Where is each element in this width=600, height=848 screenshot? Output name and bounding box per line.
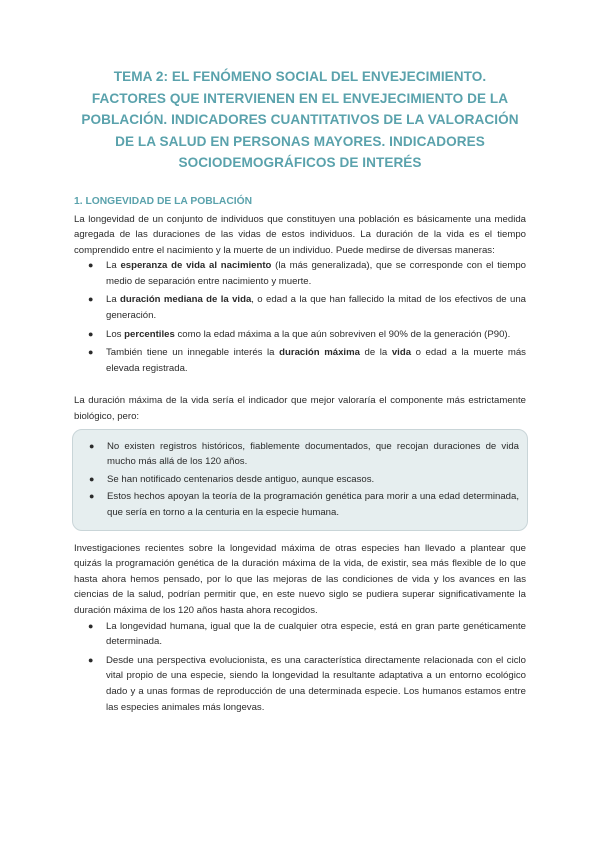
list-item: ● Se han notificado centenarios desde antiguo, aunque escasos. bbox=[85, 472, 519, 488]
bullet-icon: ● bbox=[88, 347, 94, 358]
bold-term: esperanza de vida al nacimiento bbox=[120, 260, 272, 272]
callout-list bbox=[75, 439, 519, 521]
list-item: ● Desde una perspectiva evolucionista, es una característica directamente relacionada con el ciclo vital propio de una especie, siendo la longevidad la resultante adaptativa a un entorno ecológico dado y a unas formas de reproducción de una determinada especie. Los humanos estamos entre las especies animales más longevas. bbox=[88, 654, 526, 713]
bullet-icon: ● bbox=[88, 328, 94, 339]
list-item: ● La esperanza de vida al nacimiento (la más generalizada), que se corresponde con el tiempo medio de separación entre nacimiento y muerte. bbox=[88, 260, 526, 287]
measures-list bbox=[74, 258, 526, 376]
bullet-icon: ● bbox=[89, 440, 95, 451]
bullet-icon: ● bbox=[88, 620, 94, 631]
bullet-icon: ● bbox=[89, 473, 95, 484]
bold-term: percentiles bbox=[124, 328, 175, 340]
intro-paragraph: La longevidad de un conjunto de individuos que constituyen una población es básicamente una medida agregada de las duraciones de las vidas de estos individuos. La duración de la vida es el tiempo comprendido entre el nacimiento y la muerte de un individuo. Puede medirse de diversas maneras: bbox=[74, 213, 526, 256]
list-item: ● La longevidad humana, igual que la de cualquier otra especie, está en gran parte genéticamente determinada. bbox=[88, 620, 526, 648]
list-item: ● Estos hechos apoyan la teoría de la programación genética para morir a una edad determinada, que sería en torno a la centuria en la especie humana. bbox=[89, 491, 519, 518]
list-item: ● También tiene un innegable interés la duración máxima de la vida o edad a la muerte más elevada registrada. bbox=[88, 347, 526, 374]
bullet-icon: ● bbox=[88, 260, 94, 271]
conclusions-list bbox=[74, 619, 526, 716]
callout-box bbox=[72, 429, 528, 531]
max-duration-paragraph: La duración máxima de la vida sería el indicador que mejor valoraría el componente más estrictamente biológico, pero: bbox=[74, 395, 526, 423]
bold-term: duración máxima bbox=[279, 347, 360, 359]
research-paragraph: Investigaciones recientes sobre la longevidad máxima de otras especies han llevado a plantear que quizás la programación genética de la duración máxima de la vida, de existir, sea más flexible de lo que hasta ahora hemos pensado, por lo que las mejoras de las condiciones de vida y los avances en las ciencias de la salud, podrían permitir que, en este nuevo siglo se pudiera superar significativamente la duración máxima de los 120 años hasta ahora recogidos. bbox=[74, 542, 526, 616]
list-item: ● Los percentiles como la edad máxima a la que aún sobreviven el 90% de la generación (P90). bbox=[84, 327, 526, 343]
bold-term: vida bbox=[391, 347, 412, 359]
bullet-icon: ● bbox=[88, 654, 94, 665]
bullet-icon: ● bbox=[88, 294, 94, 305]
list-item: ● No existen registros históricos, fiablemente documentados, que recojan duraciones de vida mucho más allá de los 120 años. bbox=[89, 440, 519, 468]
section-heading-longevidad: 1. LONGEVIDAD DE LA POBLACIÓN bbox=[74, 195, 253, 207]
list-item: ● La duración mediana de la vida, o edad a la que han fallecido la mitad de los efectivos de una generación. bbox=[88, 294, 526, 322]
bullet-icon: ● bbox=[89, 491, 95, 502]
bold-term: duración mediana de la vida bbox=[120, 294, 252, 306]
page-title: TEMA 2: EL FENÓMENO SOCIAL DEL ENVEJECIMIENTO. FACTORES QUE INTERVIENEN EN EL ENVEJECIMIENTO DE LA POBLACIÓN. INDICADORES CUANTITATIVOS DE LA VALORACIÓN DE LA SALUD EN PERSONAS MAYORES. INDICADORES SOCIODEMOGRÁFICOS DE INTERÉS bbox=[81, 69, 519, 170]
